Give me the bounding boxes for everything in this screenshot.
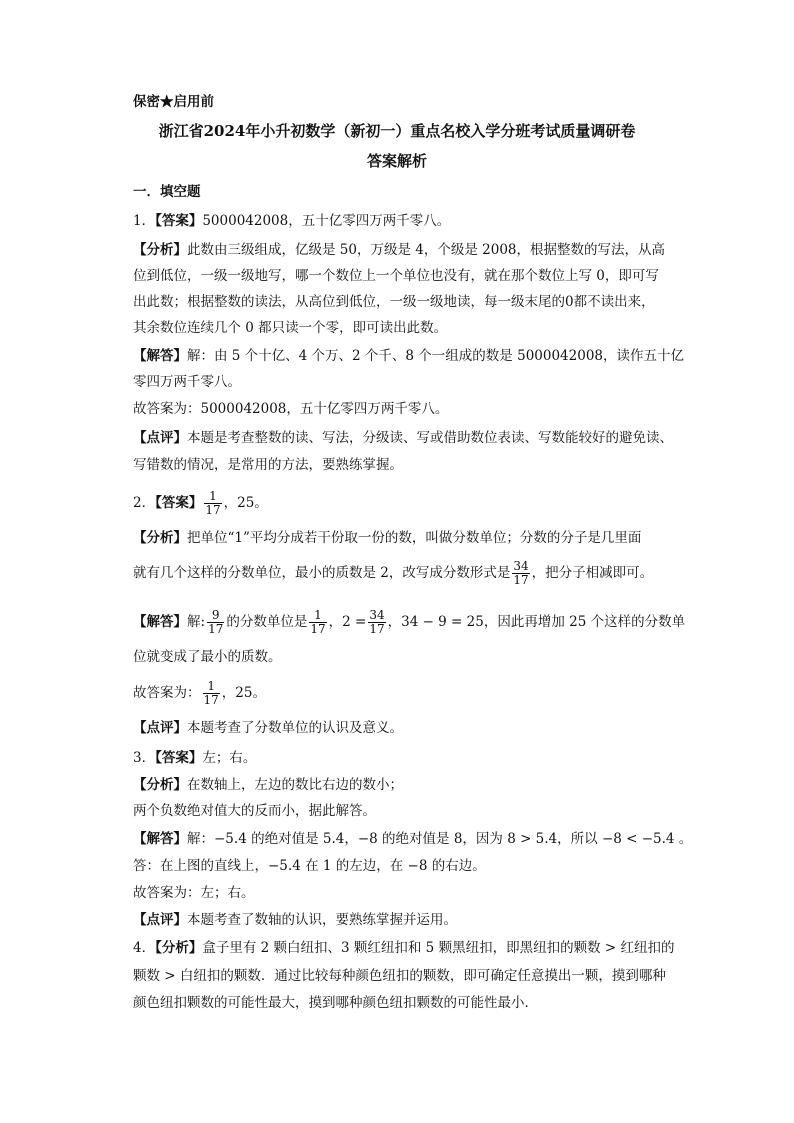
q3-answer-line xyxy=(133,748,673,768)
q1-answer-tag: 【答案】 xyxy=(155,213,203,229)
q3-solve-line-1 xyxy=(133,829,693,849)
q2-solve-mid2: ，2 = xyxy=(328,614,367,630)
q3-comment-line xyxy=(133,910,673,930)
document-title: 浙江省2024年小升初数学（新初一）重点名校入学分班考试质量调研卷 xyxy=(158,122,636,140)
q3-solve-tag: 【解答】 xyxy=(133,831,187,847)
section-heading: 一．填空题 xyxy=(133,184,201,200)
q4-analysis-line-2: 颗数 > 白纽扣的颗数．通过比较每种颜色纽扣的颗数，即可确定任意摸出一颗，摸到哪种 xyxy=(133,968,666,984)
fraction-denominator: 17 xyxy=(369,622,385,636)
q4-analysis-text-1: 盒子里有 2 颗白纽扣、3 颗红纽扣和 5 颗黑纽扣，即黑纽扣的颗数 > 红纽扣的 xyxy=(202,940,675,956)
q2-answer-tail: ，25。 xyxy=(223,495,268,511)
q3-answer-tag: 【答案】 xyxy=(155,750,203,766)
q2-solve-tag: 【解答】 xyxy=(133,614,187,630)
q1-comment-tag: 【点评】 xyxy=(133,430,187,446)
fraction-numerator: 9 xyxy=(207,609,224,623)
q1-analysis-text-1: 此数由三级组成，亿级是 50，万级是 4，个级是 2008，根据整数的写法，从高 xyxy=(187,242,665,258)
q1-solve-line-1 xyxy=(133,346,684,366)
q3-analysis-text-1: 在数轴上，左边的数比右边的数小； xyxy=(187,777,403,793)
fraction-denominator: 17 xyxy=(513,573,529,587)
q1-analysis-tag: 【分析】 xyxy=(133,242,187,258)
q2-final-pre: 故答案为： xyxy=(133,685,201,701)
q3-analysis-tag: 【分析】 xyxy=(133,777,187,793)
q4-analysis-line-1 xyxy=(133,938,673,958)
q1-final-answer: 故答案为：5000042008，五十亿零四万两千零八。 xyxy=(133,401,449,417)
q1-number: 1． xyxy=(133,213,156,229)
q2-comment-line xyxy=(133,718,673,738)
q2-solve-fraction-34-17 xyxy=(368,609,385,636)
q2-analysis-fraction xyxy=(512,560,529,587)
q2-final-tail: ，25。 xyxy=(221,685,266,701)
q1-solve-line-2: 零四万两千零八。 xyxy=(133,374,241,390)
fraction-denominator: 17 xyxy=(310,622,326,636)
q2-solve-line-1 xyxy=(133,608,686,636)
fraction-numerator: 34 xyxy=(513,559,529,573)
fraction-numerator: 1 xyxy=(309,609,326,623)
q3-final-answer: 故答案为：左；右。 xyxy=(133,885,255,901)
q2-answer-fraction xyxy=(204,490,221,517)
q2-final-answer xyxy=(133,680,673,707)
fraction-numerator: 1 xyxy=(203,680,220,694)
q2-answer-tag: 【答案】 xyxy=(155,495,203,511)
q3-analysis-line-1 xyxy=(133,775,673,795)
q1-answer: 5000042008，五十亿零四万两千零八。 xyxy=(202,213,451,229)
q4-analysis-line-3: 颜色纽扣颗数的可能性最大，摸到哪种颜色纽扣颗数的可能性最小． xyxy=(133,995,538,1011)
q2-solve-fraction-1-17 xyxy=(309,609,326,636)
confidential-label: 保密★启用前 xyxy=(133,94,214,110)
q1-solve-text-1: 解：由 5 个十亿、4 个万、2 个千、8 个一组成的数是 5000042008，读作五十亿 xyxy=(187,348,684,364)
q3-comment-tag: 【点评】 xyxy=(133,912,187,928)
q1-comment-line-1 xyxy=(133,428,673,448)
q2-analysis-text-1: 把单位“1”平均分成若干份取一份的数，叫做分数单位；分数的分子是几里面 xyxy=(187,530,642,546)
q2-answer-line xyxy=(133,490,673,517)
document-subtitle: 答案解析 xyxy=(366,152,427,170)
q2-analysis-line-1 xyxy=(133,528,673,548)
q3-number: 3． xyxy=(133,750,156,766)
q2-comment-tag: 【点评】 xyxy=(133,720,187,736)
q1-answer-line xyxy=(133,211,673,231)
q1-analysis-line-1 xyxy=(133,240,673,260)
q2-analysis-line-2 xyxy=(133,560,673,587)
q1-analysis-line-4: 其余数位连续几个 0 都只读一个零，即可读出此数。 xyxy=(133,320,448,336)
fraction-numerator: 34 xyxy=(369,608,385,622)
q1-analysis-line-3: 出此数；根据整数的读法，从高位到低位，一级一级地读，每一级末尾的0都不读出来， xyxy=(133,294,655,310)
fraction-denominator: 17 xyxy=(203,693,219,707)
q1-comment-text-1: 本题是考查整数的读、写法，分级读、写或借助数位表读、写数能较好的避免读、 xyxy=(187,430,673,446)
fraction-denominator: 17 xyxy=(208,622,224,636)
q3-solve-line-2: 答：在上图的直线上，−5.4 在 1 的左边，在 −8 的右边。 xyxy=(133,858,486,874)
q3-answer: 左；右。 xyxy=(202,750,257,766)
q1-solve-tag: 【解答】 xyxy=(133,348,187,364)
q2-comment-text: 本题考查了分数单位的认识及意义。 xyxy=(187,720,403,736)
q2-solve-pre: 解: xyxy=(187,614,206,630)
q4-number: 4． xyxy=(133,940,156,956)
q2-analysis-text-2a: 就有几个这样的分数单位，最小的质数是 2，改写成分数形式是 xyxy=(133,565,511,581)
q3-solve-text-1: 解：−5.4 的绝对值是 5.4，−8 的绝对值是 8，因为 8 > 5.4，所以 −8 < −5.4 。 xyxy=(187,831,693,847)
q1-analysis-line-2: 位到低位，一级一级地写，哪一个数位上一个单位也没有，就在那个数位上写 0，即可写 xyxy=(133,268,659,284)
q4-analysis-tag: 【分析】 xyxy=(155,940,203,956)
q3-comment-text: 本题考查了数轴的认识，要熟练掌握并运用。 xyxy=(187,912,457,928)
q2-solve-tail: ，34 − 9 = 25，因此再增加 25 个这样的分数单 xyxy=(387,614,686,630)
q2-analysis-tag: 【分析】 xyxy=(133,530,187,546)
q2-solve-line-2: 位就变成了最小的质数。 xyxy=(133,649,282,665)
q2-number: 2． xyxy=(133,495,156,511)
q2-solve-fraction-9-17 xyxy=(207,609,224,636)
fraction-numerator: 1 xyxy=(204,490,221,504)
q2-analysis-text-2b: ，把分子相减即可。 xyxy=(531,565,654,581)
q3-analysis-line-2: 两个负数绝对值大的反而小，据此解答。 xyxy=(133,803,376,819)
q2-final-fraction xyxy=(203,680,220,707)
q2-solve-mid1: 的分数单位是 xyxy=(226,614,308,630)
q1-comment-line-2: 写错数的情况，是常用的方法，要熟练掌握。 xyxy=(133,457,403,473)
fraction-denominator: 17 xyxy=(205,503,221,517)
